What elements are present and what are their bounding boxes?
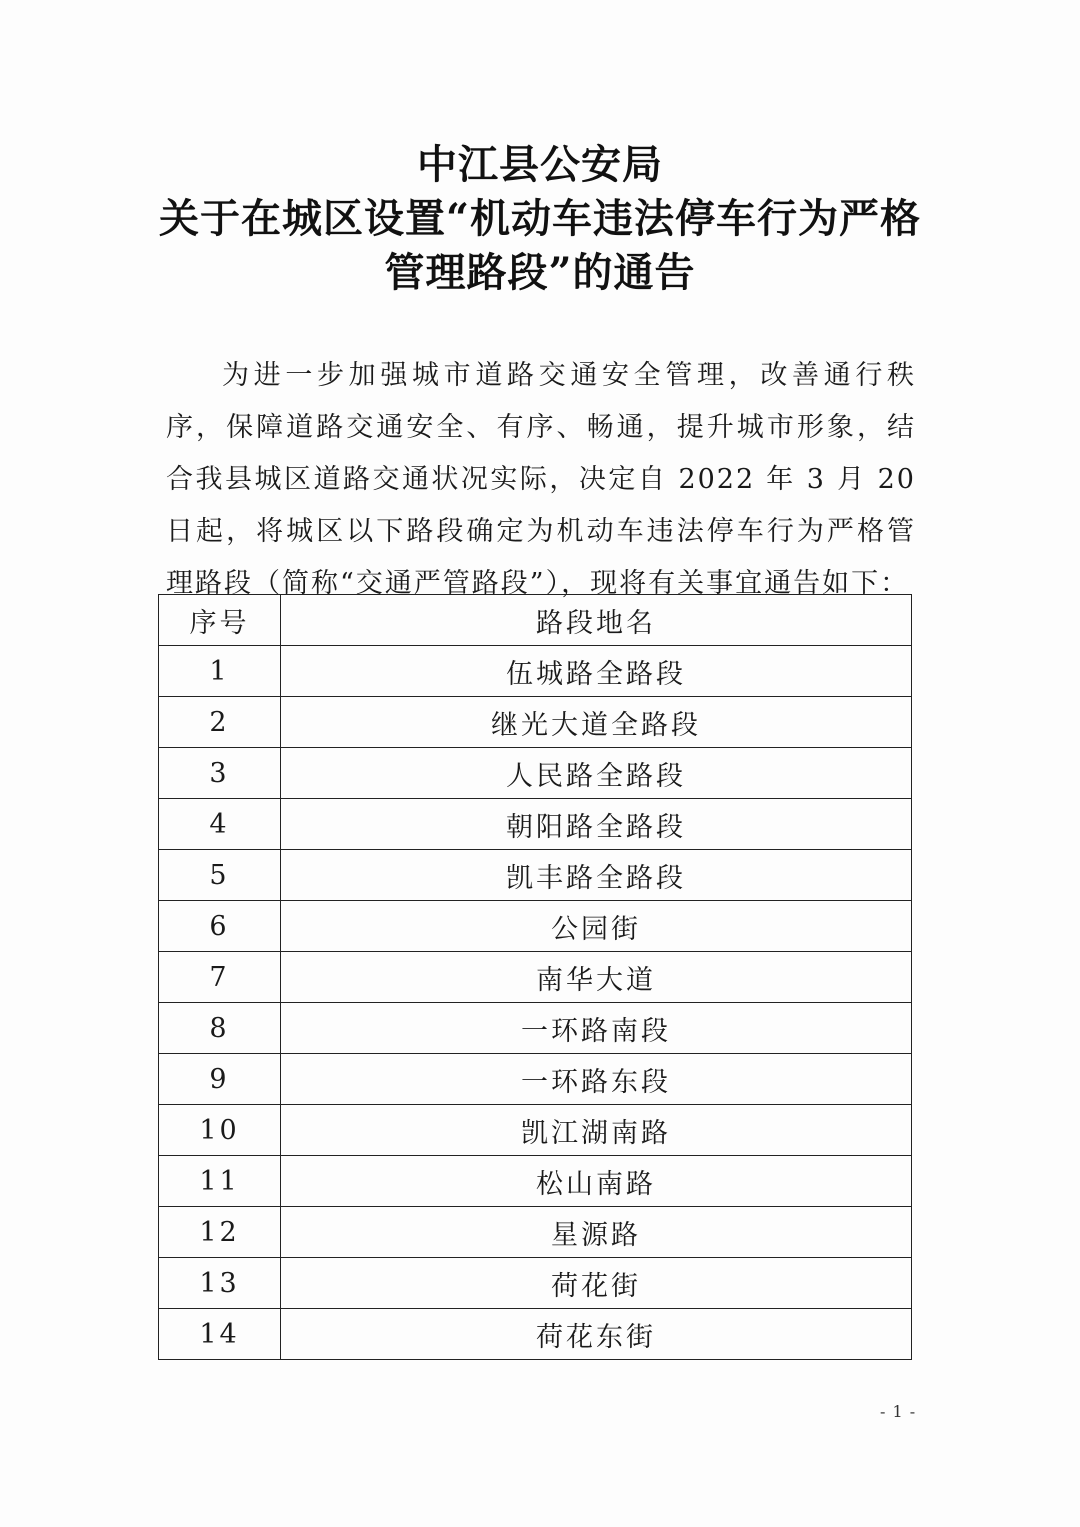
column-header-road-name: 路段地名 [281, 595, 912, 646]
road-name: 公园街 [281, 901, 912, 952]
column-header-number: 序号 [159, 595, 281, 646]
table-row [159, 646, 912, 697]
table-row [159, 1207, 912, 1258]
row-number: 4 [159, 799, 281, 850]
table-row [159, 1258, 912, 1309]
row-number: 3 [159, 748, 281, 799]
table-header-row [159, 595, 912, 646]
row-number: 6 [159, 901, 281, 952]
table-row [159, 697, 912, 748]
row-number: 8 [159, 1003, 281, 1054]
road-name: 一环路南段 [281, 1003, 912, 1054]
row-number: 1 [159, 646, 281, 697]
road-name: 南华大道 [281, 952, 912, 1003]
road-name: 人民路全路段 [281, 748, 912, 799]
road-name: 松山南路 [281, 1156, 912, 1207]
road-name: 朝阳路全路段 [281, 799, 912, 850]
table-row [159, 748, 912, 799]
title-line-1: 中江县公安局 [417, 141, 663, 188]
road-name: 一环路东段 [281, 1054, 912, 1105]
road-name: 继光大道全路段 [281, 697, 912, 748]
table-row [159, 1054, 912, 1105]
table-row [159, 901, 912, 952]
table-row [159, 850, 912, 901]
table-row [159, 1156, 912, 1207]
row-number: 2 [159, 697, 281, 748]
row-number: 12 [159, 1207, 281, 1258]
title-line-2: 关于在城区设置“机动车违法停车行为严格 [158, 195, 921, 242]
page-number: - 1 - [880, 1402, 917, 1421]
table-row [159, 1105, 912, 1156]
road-name: 伍城路全路段 [281, 646, 912, 697]
road-name: 荷花街 [281, 1258, 912, 1309]
table-row [159, 799, 912, 850]
row-number: 7 [159, 952, 281, 1003]
row-number: 11 [159, 1156, 281, 1207]
title-line-3: 管理路段”的通告 [384, 249, 696, 296]
road-name: 凯丰路全路段 [281, 850, 912, 901]
table-row [159, 952, 912, 1003]
row-number: 9 [159, 1054, 281, 1105]
intro-paragraph: 为进一步加强城市道路交通安全管理，改善通行秩序，保障道路交通安全、有序、畅通，提升城市形象，结合我县城区道路交通状况实际，决定自 2022 年 3 月 20 日起，将城区以下路段确定为机动车违法停车行为严格管理路段（简称“交通严管路段”），现将有关事宜通告如下： [166, 360, 916, 599]
table-row [159, 1003, 912, 1054]
row-number: 10 [159, 1105, 281, 1156]
road-name: 荷花东街 [281, 1309, 912, 1360]
row-number: 13 [159, 1258, 281, 1309]
row-number: 5 [159, 850, 281, 901]
document-title [0, 138, 1080, 300]
road-name: 星源路 [281, 1207, 912, 1258]
road-sections-table [158, 594, 912, 1360]
table-row [159, 1309, 912, 1360]
row-number: 14 [159, 1309, 281, 1360]
road-name: 凯江湖南路 [281, 1105, 912, 1156]
